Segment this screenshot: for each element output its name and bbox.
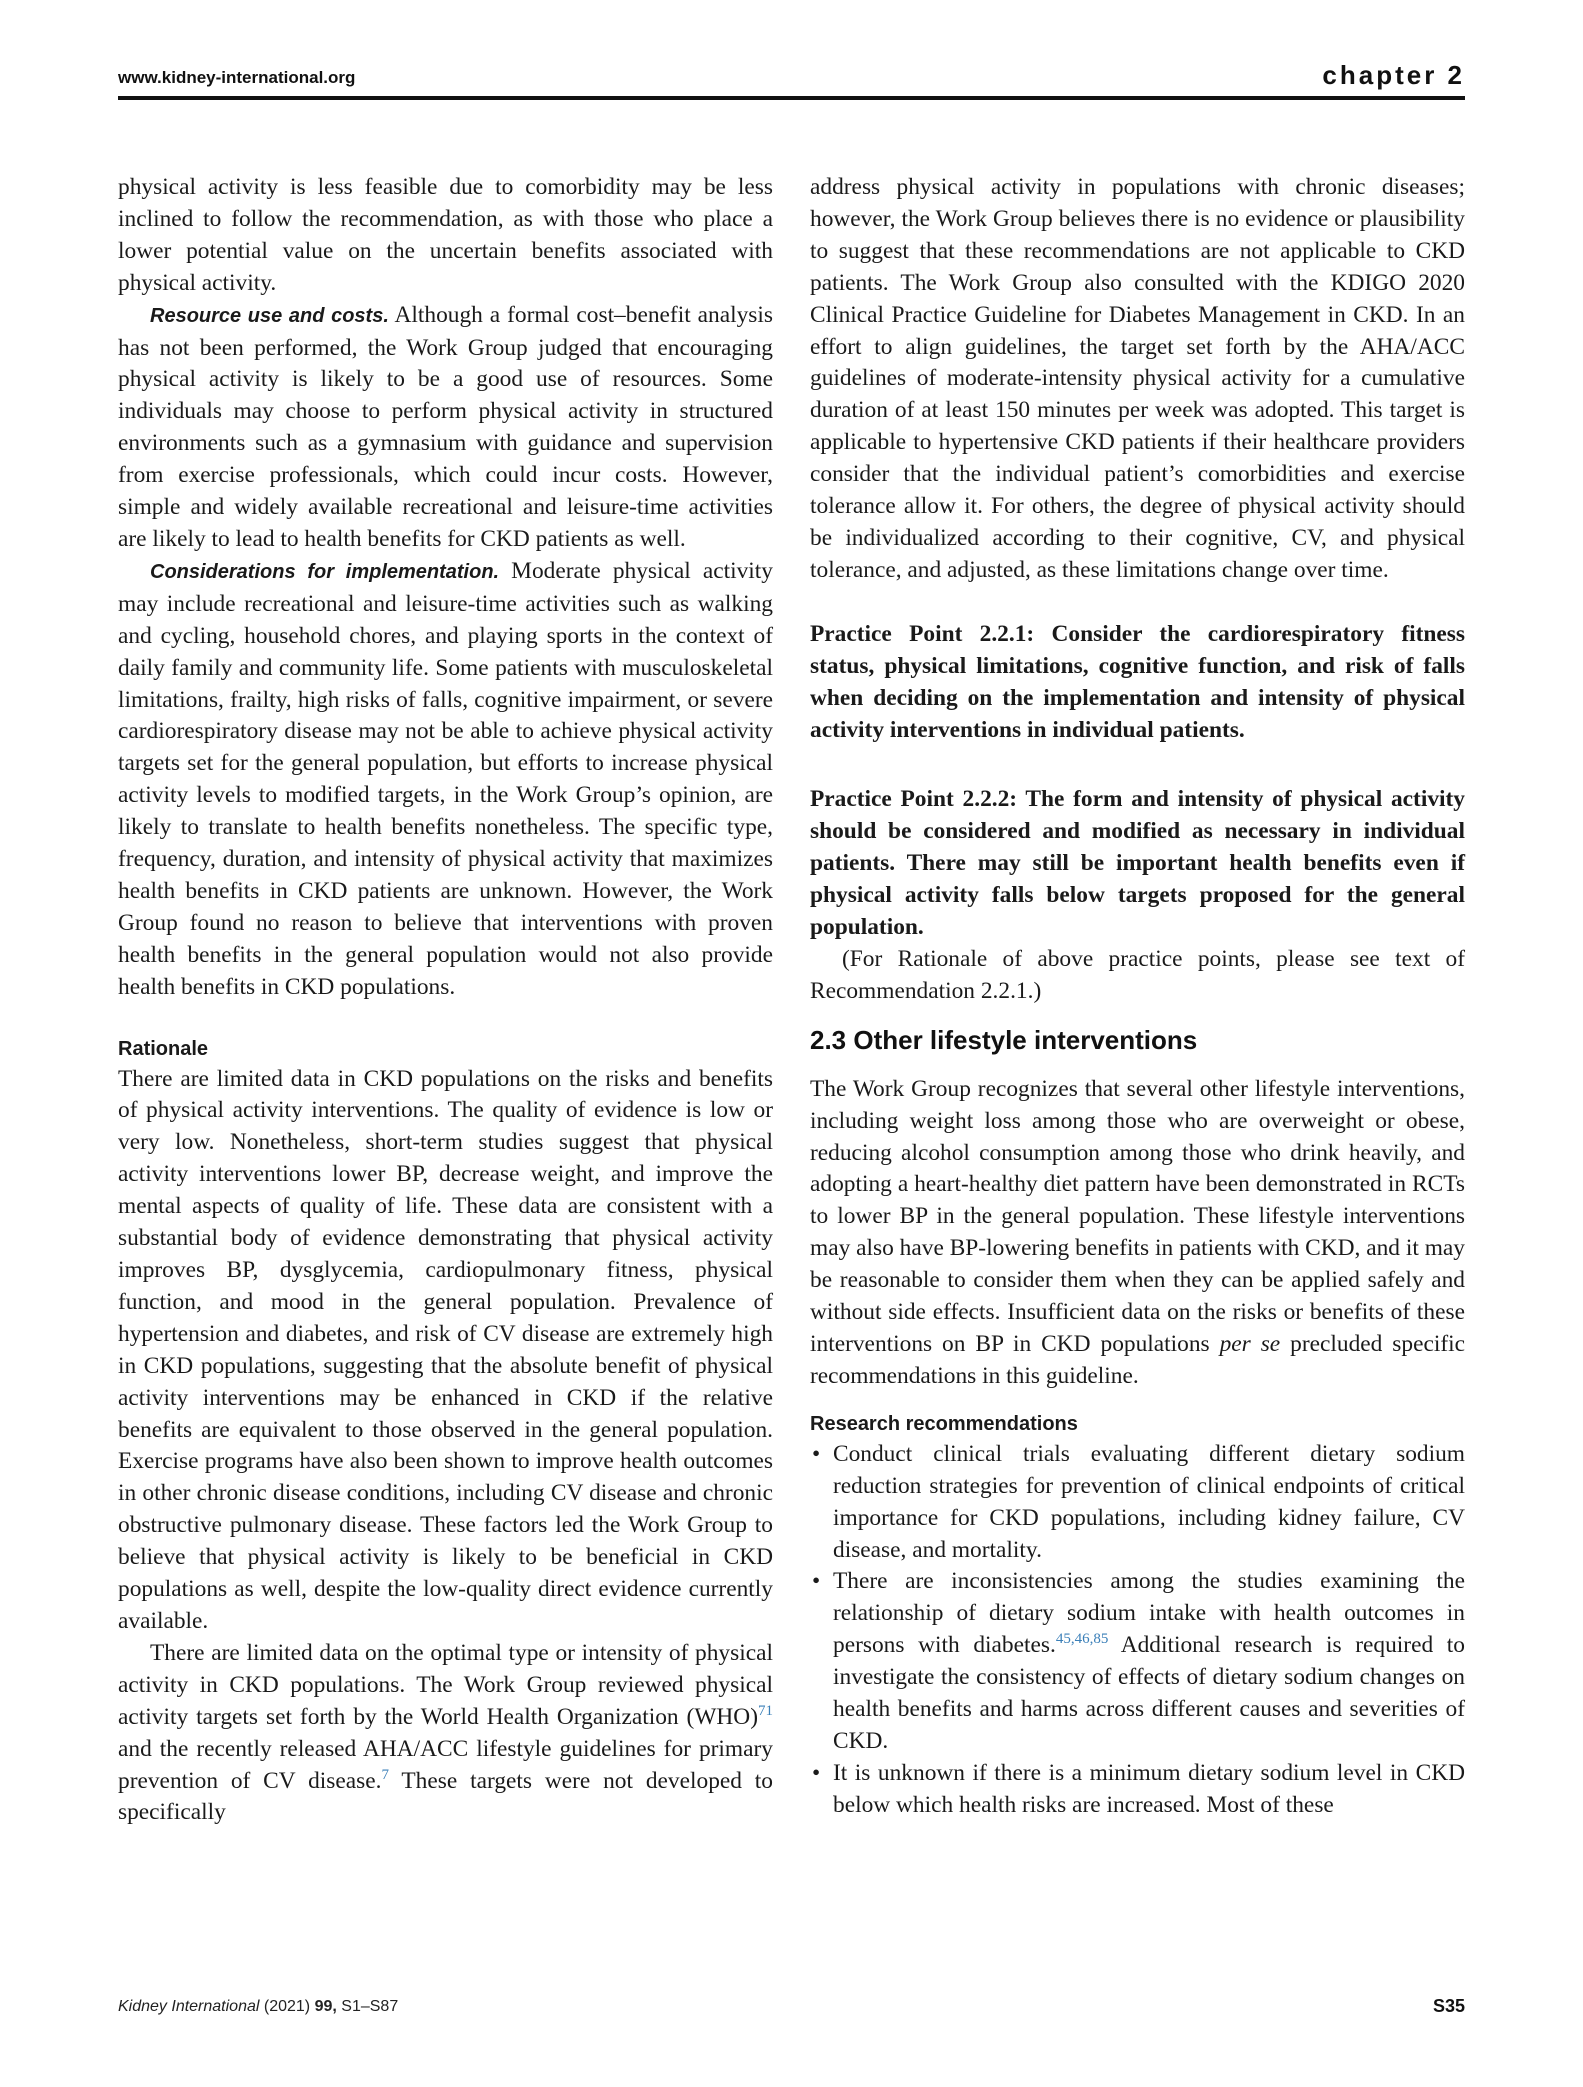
- section-heading: 2.3 Other lifestyle interventions: [810, 1024, 1198, 1055]
- paragraph-text: Moderate physical activity may include recreational and leisure-time activities such as walking and cycling, household chores, and playing sports in the context of daily family and community life. Some patients with musculoskeletal limitations, frailty, high risks of falls, cognitive impairment, or severe cardiorespiratory disease may not be able to achieve physical activity targets set for the general population, but efforts to increase physical activity levels to modified targets, in the Work Group’s opinion, are likely to translate to health benefits nonetheless. The specific type, frequency, duration, and intensity of physical activity that maximizes health benefits in CKD patients are unknown. However, the Work Group found no reason to believe that interventions with proven health benefits in the general population would not also provide health benefits in CKD populations.: [118, 557, 773, 1000]
- resource-use-paragraph: [118, 300, 773, 556]
- run-in-heading: Considerations for implementation.: [150, 560, 500, 583]
- paragraph: address physical activity in populations with chronic diseases; however, the Work Group believes there is no evidence or plausibility to suggest that these recommendations are not applicable to CKD patients. The Work Group also consulted with the KDIGO 2020 Clinical Practice Guideline for Diabetes Management in CKD. In an effort to align guidelines, the target set forth by the AHA/ACC guidelines of moderate-intensity physical activity for a cumulative duration of at least 150 minutes per week was adopted. This target is applicable to hypertensive CKD patients if their healthcare providers consider that the individual patient’s comorbidities and exercise tolerance allow it. For others, the degree of physical activity should be individualized according to their cognitive, CV, and physical tolerance, and adjusted, as these limitations change over time.: [810, 174, 1465, 583]
- research-recommendations-heading: Research recommendations: [810, 1412, 1078, 1435]
- practice-point-note: (For Rationale of above practice points, please see text of Recommendation 2.2.1.): [810, 945, 1465, 1004]
- rationale-paragraph-2: There are limited data on the optimal type or intensity of physical activity in CKD populations. The Work Group reviewed physical activity targets set forth by the World Health Organization (WHO)$^{71}$ and the recently released AHA/ACC lifestyle guidelines for primary prevention of CV disease.$^7$ These targets were not developed to specifically: [118, 1639, 773, 1826]
- research-recommendations-list: [810, 1439, 1465, 1822]
- rationale-heading: Rationale: [118, 1037, 209, 1060]
- header-rule: [118, 96, 1465, 100]
- page-number: S35: [1432, 1996, 1465, 2016]
- list-item: • There are inconsistencies among the studies examining the relationship of dietary sodium intake with health outcomes in persons with diabetes.$^{45,46,85}$ Additional research is required to investigate the consistency of effects of dietary sodium changes on health benefits and harms across different causes and severities of CKD.: [810, 1566, 1465, 1757]
- header-url[interactable]: www.kidney-international.org: [118, 68, 356, 87]
- practice-point-2-2-1: Practice Point 2.2.1: Consider the cardiorespiratory fitness status, physical limitations, cognitive function, and risk of falls when deciding on the implementation and intensity of physical activity interventions in individual patients.: [810, 620, 1465, 743]
- header-chapter: chapter 2: [1322, 60, 1465, 90]
- left-column: [118, 172, 773, 1829]
- practice-point-2-2-2: Practice Point 2.2.2: The form and intensity of physical activity should be considered and modified as necessary in individual patients. There may still be important health benefits even if physical activity falls below targets proposed for the general population.: [810, 786, 1465, 941]
- run-in-heading: Resource use and costs.: [150, 304, 389, 327]
- section-paragraph: The Work Group recognizes that several other lifestyle interventions, including weight loss among those who are overweight or obese, reducing alcohol consumption among those who drink heavily, and adopting a heart-healthy diet pattern have been demonstrated in RCTs to lower BP in the general population. These lifestyle interventions may also have BP-lowering benefits in patients with CKD, and it may be reasonable to consider them when they can be applied safely and without side effects. Insufficient data on the risks or benefits of these interventions on BP in CKD populations per se precluded specific recommendations in this guideline.: [810, 1075, 1466, 1389]
- considerations-paragraph: [118, 556, 773, 1004]
- footer-citation: Kidney International (2021) 99, S1–S87: [118, 1998, 399, 2015]
- right-column: [810, 172, 1465, 1822]
- citation-link[interactable]: 45,46,85: [1055, 1631, 1109, 1648]
- list-item: • It is unknown if there is a minimum dietary sodium level in CKD below which health risks are increased. Most of these: [810, 1758, 1465, 1822]
- paragraph-text: Although a formal cost–benefit analysis has not been performed, the Work Group judged that encouraging physical activity is likely to be a good use of resources. Some individuals may choose to perform physical activity in structured environments such as a gymnasium with guidance and supervision from exercise professionals, which could incur costs. However, simple and widely available recreational and leisure-time activities are likely to lead to health benefits for CKD patients as well.: [118, 301, 773, 552]
- rationale-paragraph: There are limited data in CKD populations on the risks and benefits of physical activity interventions. The quality of evidence is low or very low. Nonetheless, short-term studies suggest that physical activity interventions lower BP, decrease weight, and improve the mental aspects of quality of life. These data are consistent with a substantial body of evidence demonstrating that physical activity improves BP, dysglycemia, cardiopulmonary fitness, physical function, and mood in the general population. Prevalence of hypertension and diabetes, and risk of CV disease are extremely high in CKD populations, suggesting that the absolute benefit of physical activity interventions may be enhanced in CKD if the relative benefits are equivalent to those observed in the general population. Exercise programs have also been shown to improve health outcomes in other chronic disease conditions, including CV disease and chronic obstructive pulmonary disease. These factors led the Work Group to believe that physical activity is likely to be beneficial in CKD populations as well, despite the low-quality direct evidence currently available.: [118, 1065, 773, 1634]
- citation-link[interactable]: 7: [381, 1766, 389, 1783]
- list-item: • Conduct clinical trials evaluating different dietary sodium reduction strategies for prevention of clinical endpoints of critical importance for CKD populations, including kidney failure, CV disease, and mortality.: [810, 1439, 1465, 1567]
- citation-link[interactable]: 71: [758, 1702, 773, 1719]
- paragraph: physical activity is less feasible due to comorbidity may be less inclined to follow the recommendation, as with those who place a lower potential value on the uncertain benefits associated with physical activity.: [118, 174, 773, 296]
